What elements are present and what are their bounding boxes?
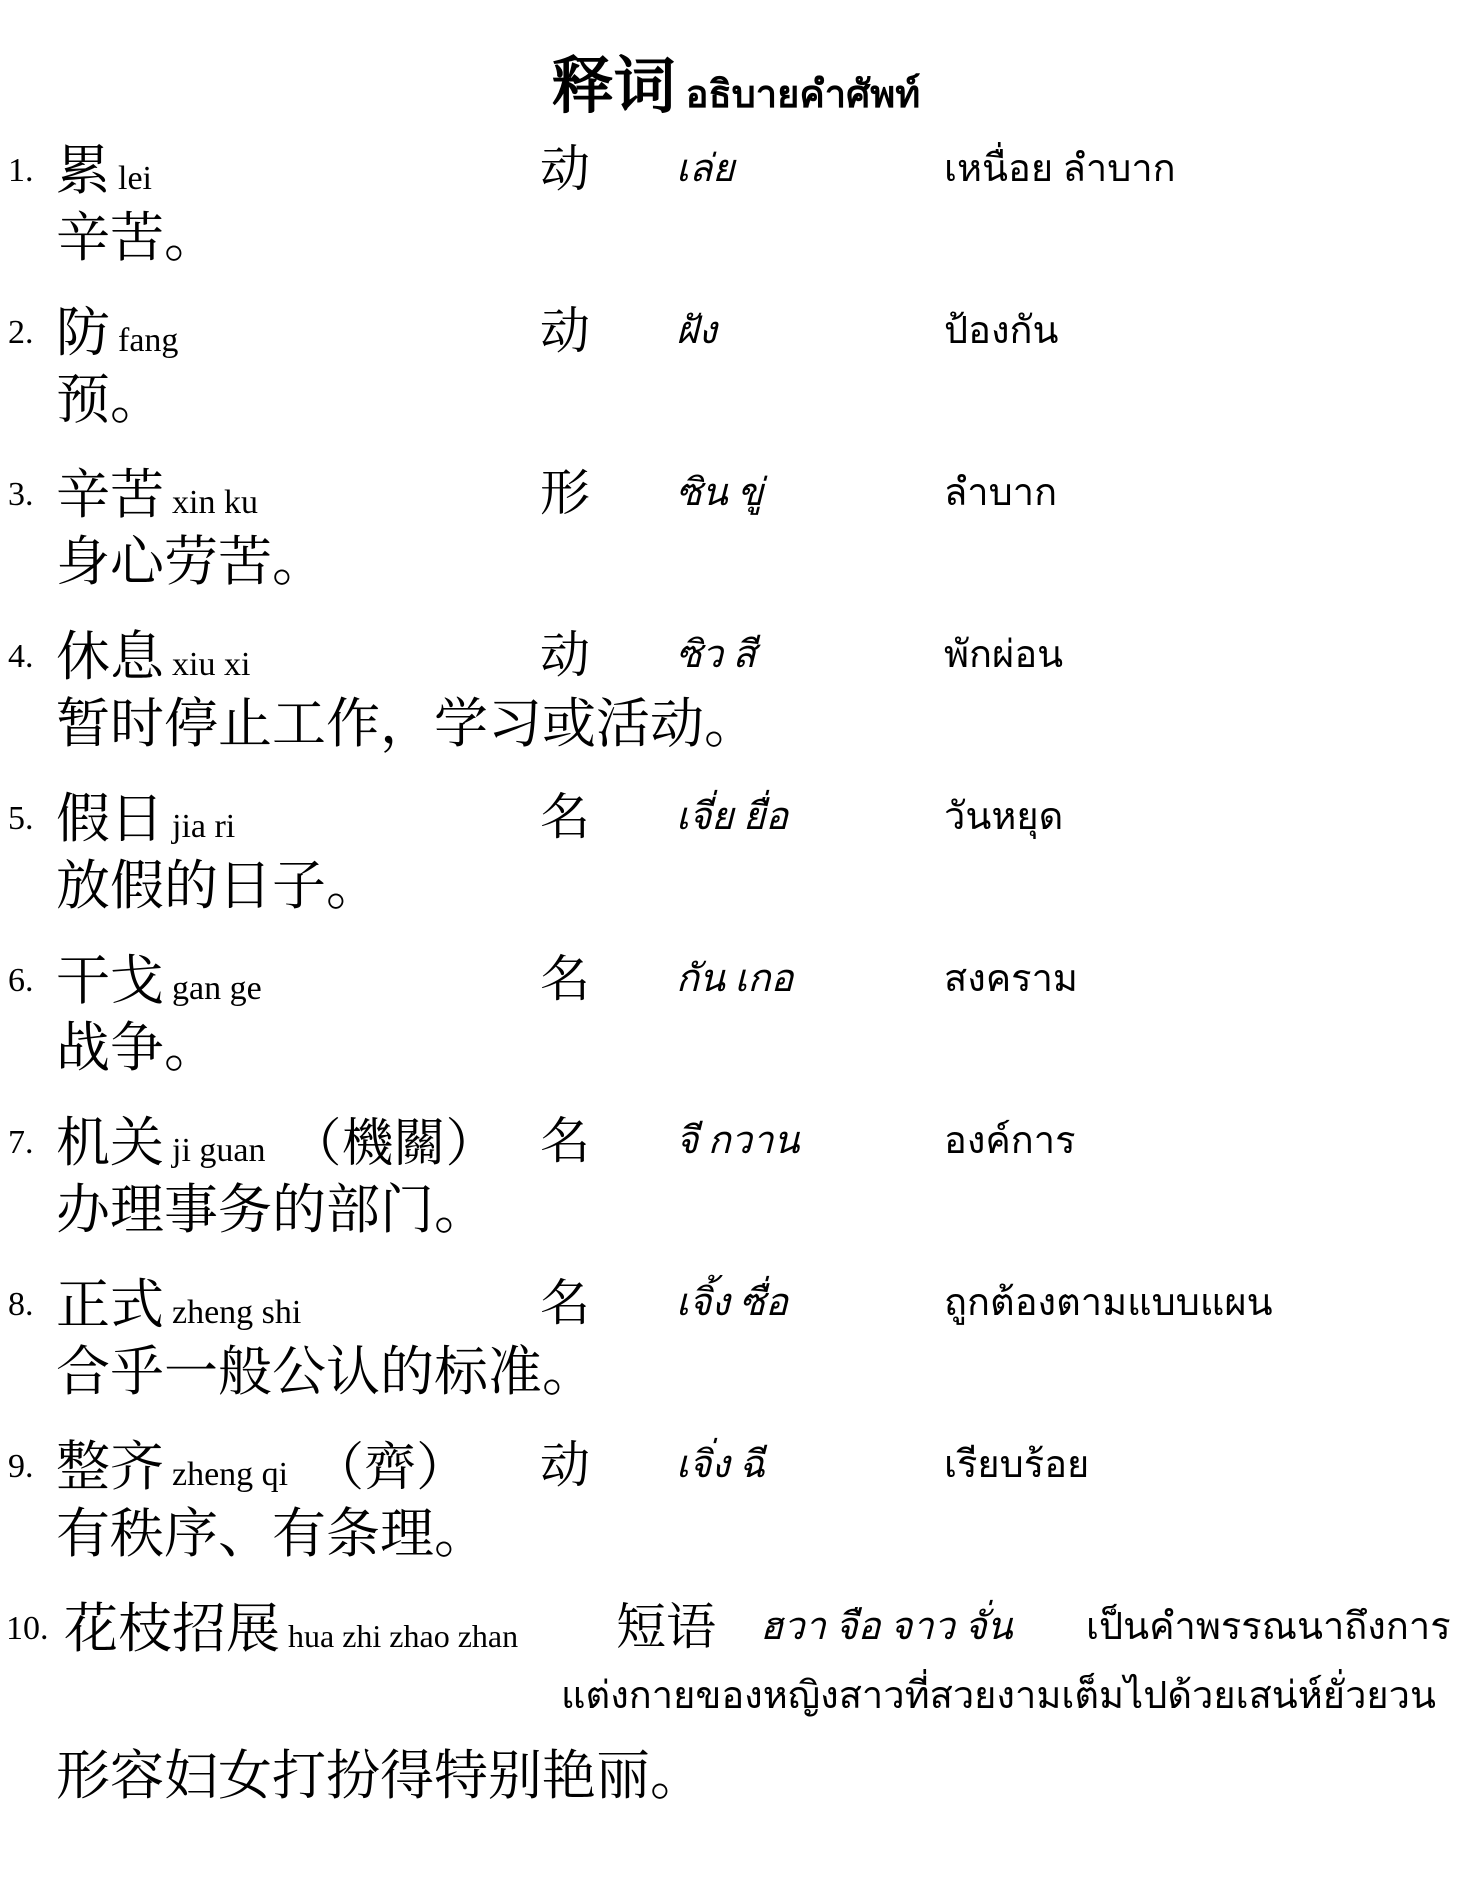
entry-number: 8.: [8, 1286, 34, 1323]
entry-number: 3.: [8, 476, 34, 513]
entry-number: 10.: [6, 1610, 49, 1647]
entry-header-row: [0, 1414, 1472, 1498]
entry-thai-transliteration: ซิว สี: [676, 634, 756, 676]
entry-pinyin: gan ge: [172, 970, 262, 1007]
entry-header-row: [0, 928, 1472, 1012]
entry-number: 5.: [8, 800, 34, 837]
page-title: [0, 36, 1472, 125]
entry-word: [56, 463, 258, 526]
entry-header-row: [0, 1090, 1472, 1174]
entry-number: 2.: [8, 314, 34, 351]
entry-word: [56, 1273, 302, 1336]
title-chinese: 释词: [551, 49, 676, 122]
entry-word: [56, 625, 251, 688]
entry-definition: 放假的日子。: [56, 854, 380, 917]
entry-word: [64, 1597, 519, 1660]
entry-word: [56, 301, 179, 364]
entry-thai-meaning: องค์การ: [944, 1120, 1076, 1162]
vocab-entry-8: [0, 1252, 1472, 1414]
entry-word: [56, 139, 152, 202]
vocab-entry-10: [0, 1576, 1472, 1818]
entry-thai-meaning: เป็นคำพรรณนาถึงการ: [1086, 1606, 1451, 1648]
vocab-entry-3: [0, 442, 1472, 604]
entry-thai-transliteration: เจิ้ง ซื่อ: [676, 1282, 788, 1324]
entry-header-row: [0, 280, 1472, 364]
entry-pinyin: fang: [118, 322, 179, 359]
vocab-entry-6: [0, 928, 1472, 1090]
entry-hanzi: 整齐: [56, 1435, 164, 1498]
entry-part-of-speech: 名: [540, 788, 590, 846]
entry-pinyin: hua zhi zhao zhan: [288, 1618, 519, 1654]
entry-definition: 合乎一般公认的标准。: [56, 1340, 596, 1403]
entry-number: 6.: [8, 962, 34, 999]
entry-number: 7.: [8, 1124, 34, 1161]
entry-pinyin: zheng qi: [172, 1456, 289, 1493]
entry-part-of-speech: 动: [540, 302, 590, 360]
entry-thai-meaning: สงคราม: [944, 958, 1078, 1000]
entry-pinyin: lei: [118, 160, 152, 197]
entry-thai-meaning: ถูกต้องตามแบบแผน: [944, 1282, 1273, 1324]
entry-hanzi: 累: [56, 139, 110, 202]
entry-word: [56, 949, 262, 1012]
entry-definition: 预。: [56, 368, 164, 431]
entry-word: [56, 787, 236, 850]
entry-pinyin: jia ri: [172, 808, 236, 845]
entry-hanzi: 花枝招展: [64, 1597, 280, 1660]
entry-part-of-speech: 动: [540, 1436, 590, 1494]
entry-thai-transliteration: เจิ่ง ฉี: [676, 1444, 766, 1486]
vocab-entry-4: [0, 604, 1472, 766]
entry-hanzi: 干戈: [56, 949, 164, 1012]
entry-thai-transliteration: เล่ย: [676, 148, 735, 190]
entry-thai-meaning: ป้องกัน: [944, 310, 1059, 352]
entry-definition: 形容妇女打扮得特别艳丽。: [56, 1744, 704, 1807]
entry-thai-transliteration: กัน เกอ: [676, 958, 794, 1000]
entry-number: 4.: [8, 638, 34, 675]
entry-hanzi: 防: [56, 301, 110, 364]
entry-thai-meaning: พักผ่อน: [944, 634, 1064, 676]
entry-traditional-form: （機關）: [289, 1114, 498, 1174]
entry-traditional-form: （齊）: [312, 1438, 469, 1498]
entry-thai-meaning: ลำบาก: [944, 472, 1058, 514]
entry-definition: 辛苦。: [56, 206, 218, 269]
entry-pinyin: xin ku: [172, 484, 258, 521]
entry-pinyin: ji guan: [172, 1132, 266, 1169]
vocab-entry-1: [0, 118, 1472, 280]
entry-definition: 身心劳苦。: [56, 530, 326, 593]
entry-hanzi: 正式: [56, 1273, 164, 1336]
entry-header-row: [0, 118, 1472, 202]
entry-part-of-speech: 形: [540, 464, 590, 522]
entry-thai-meaning: เรียบร้อย: [944, 1444, 1090, 1486]
entry-hanzi: 假日: [56, 787, 164, 850]
entry-part-of-speech: 短语: [616, 1598, 716, 1656]
entry-word: [56, 1111, 498, 1174]
entry-part-of-speech: 动: [540, 140, 590, 198]
vocab-entry-9: [0, 1414, 1472, 1576]
entry-number: 9.: [8, 1448, 34, 1485]
entry-thai-transliteration: ซิน ขู่: [676, 472, 764, 514]
entry-thai-meaning-continued: แต่งกายของหญิงสาวที่สวยงามเต็มไปด้วยเสน่ห์ยั่วยวน: [561, 1675, 1436, 1717]
entry-header-row: [0, 604, 1472, 688]
entry-definition: 暂时停止工作，学习或活动。: [56, 692, 758, 755]
vocab-entry-2: [0, 280, 1472, 442]
entry-pinyin: xiu xi: [172, 646, 251, 683]
entry-definition: 战争。: [56, 1016, 218, 1079]
entry-thai-meaning: วันหยุด: [944, 796, 1064, 838]
entry-part-of-speech: 名: [540, 1112, 590, 1170]
entry-header-row: [0, 1252, 1472, 1336]
entry-thai-meaning: เหนื่อย ลำบาก: [944, 148, 1176, 190]
entry-pinyin: zheng shi: [172, 1294, 302, 1331]
vocab-entry-7: [0, 1090, 1472, 1252]
title-thai: อธิบายคำศัพท์: [685, 74, 921, 116]
entry-definition: 办理事务的部门。: [56, 1178, 488, 1241]
entry-thai-transliteration: ฮวา จือ จาว จั่น: [760, 1606, 1013, 1648]
entry-hanzi: 辛苦: [56, 463, 164, 526]
entry-part-of-speech: 名: [540, 1274, 590, 1332]
entry-header-row: [0, 442, 1472, 526]
entry-number: 1.: [8, 152, 34, 189]
entry-part-of-speech: 名: [540, 950, 590, 1008]
entry-word: [56, 1435, 469, 1498]
entry-header-row: [0, 766, 1472, 850]
entry-part-of-speech: 动: [540, 626, 590, 684]
entry-hanzi: 休息: [56, 625, 164, 688]
entry-definition: 有秩序、有条理。: [56, 1502, 488, 1565]
entry-thai-transliteration: เจี่ย ยื่อ: [676, 796, 789, 838]
entry-header-row: [0, 1576, 1472, 1660]
vocab-entry-5: [0, 766, 1472, 928]
entry-hanzi: 机关: [56, 1111, 164, 1174]
entry-thai-transliteration: จี กวาน: [676, 1120, 800, 1162]
entry-thai-transliteration: ฝัง: [676, 310, 717, 352]
